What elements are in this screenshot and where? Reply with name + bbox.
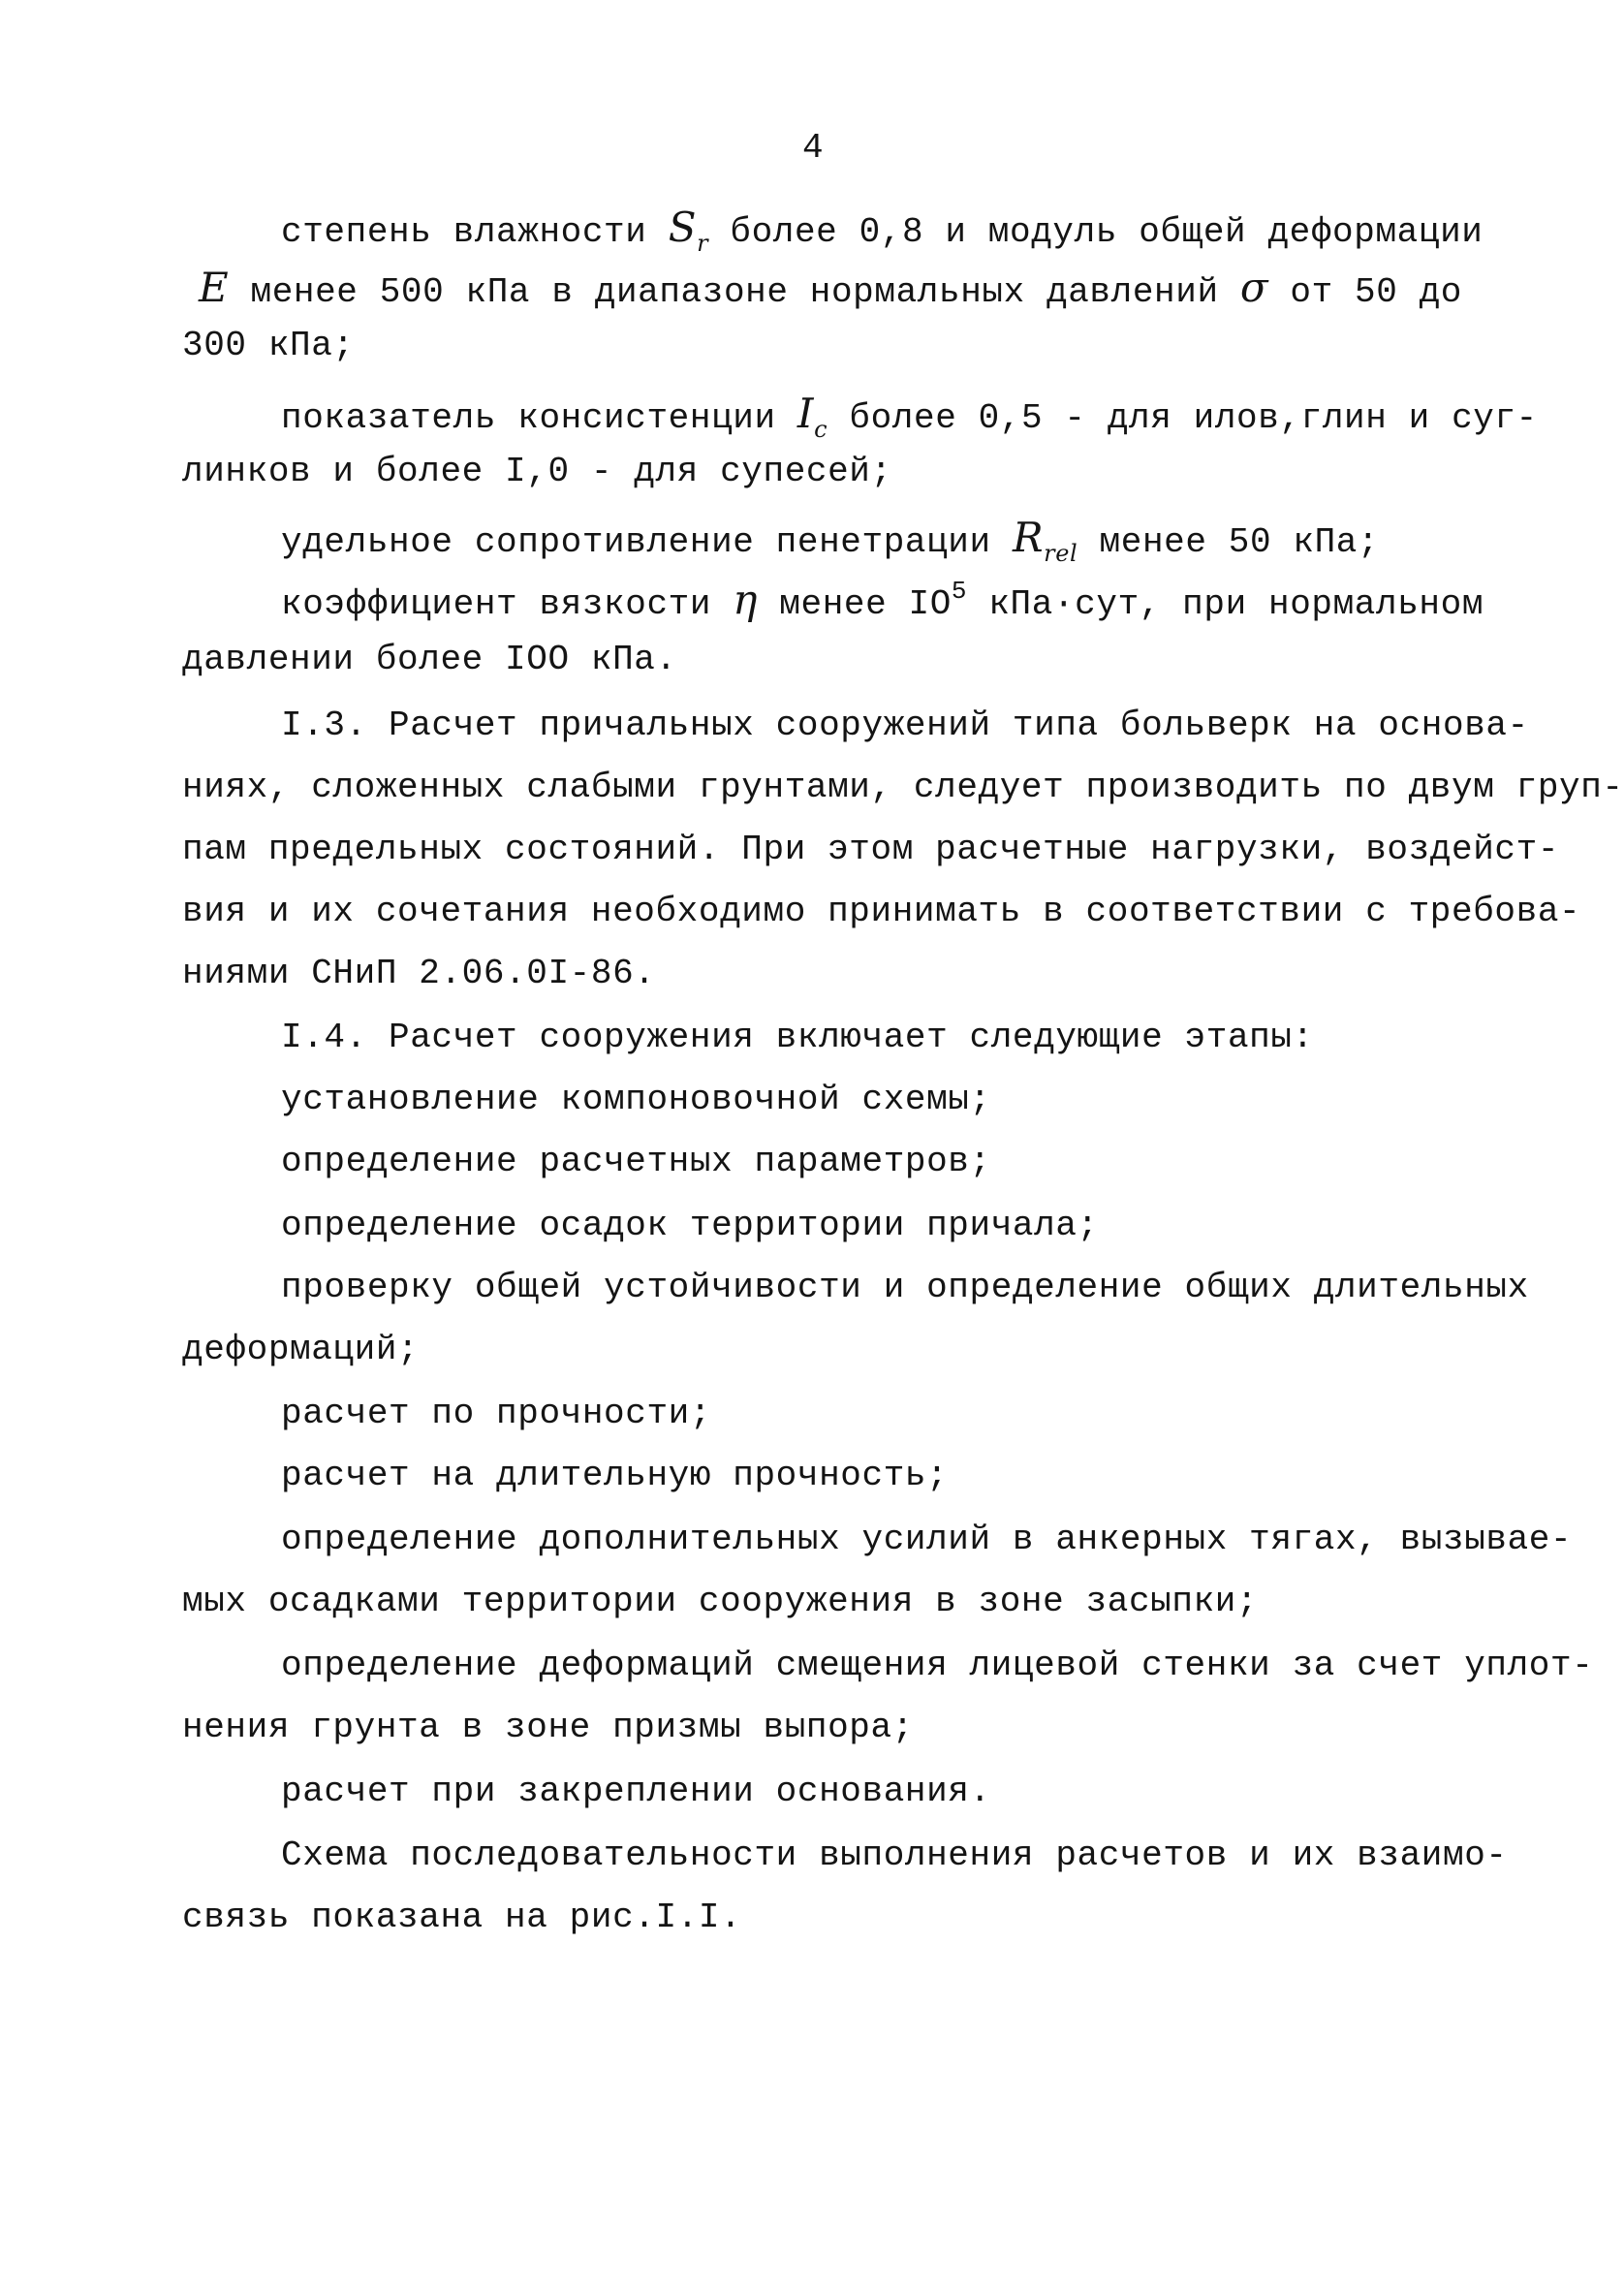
symbol-penetration-resistance: R xyxy=(1012,514,1045,561)
text-line xyxy=(281,514,1379,567)
text-line: ниях, сложенных слабыми грунтами, следует производить по двум груп- xyxy=(182,768,1624,807)
text-fragment: менее 500 кПа в диапазоне нормальных давлений xyxy=(250,272,1219,312)
list-item: расчет по прочности; xyxy=(281,1394,712,1433)
list-item: определение деформаций смещения лицевой стенки за счет уплот- xyxy=(281,1646,1594,1685)
text-fragment: от 50 до xyxy=(1290,272,1463,312)
text-line xyxy=(281,204,1483,257)
text-line: I.4. Расчет сооружения включает следующие этапы: xyxy=(281,1018,1314,1057)
list-item: установление компоновочной схемы; xyxy=(281,1080,991,1119)
text-fragment: более 0,5 - для илов,глин и суг- xyxy=(849,398,1538,438)
list-item-continuation: нения грунта в зоне призмы выпора; xyxy=(182,1708,914,1747)
text-fragment: показатель консистенции xyxy=(281,398,776,438)
text-line: пам предельных состояний. При этом расчетные нагрузки, воздейст- xyxy=(182,830,1560,869)
list-item: проверку общей устойчивости и определение общих длительных xyxy=(281,1268,1529,1307)
text-line xyxy=(281,576,1483,624)
page-number: 4 xyxy=(802,128,824,168)
text-fragment: менее 50 кПа; xyxy=(1099,522,1380,562)
list-item-continuation: мых осадками территории сооружения в зоне засыпки; xyxy=(182,1582,1259,1621)
text-line xyxy=(281,390,1538,443)
list-item: определение расчетных параметров; xyxy=(281,1142,991,1181)
text-line: линков и более I,0 - для супесей; xyxy=(182,452,892,491)
symbol-consistency-index: I xyxy=(796,390,815,437)
exponent: 5 xyxy=(951,577,968,606)
text-line: вия и их сочетания необходимо принимать в соответствии с требова- xyxy=(182,892,1581,931)
text-line: Схема последовательности выполнения расчетов и их взаимо- xyxy=(281,1835,1508,1875)
symbol-subscript: r xyxy=(697,230,709,257)
list-item: расчет на длительную прочность; xyxy=(281,1456,949,1495)
text-line: I.3. Расчет причальных сооружений типа больверк на основа- xyxy=(281,706,1529,745)
symbol-deformation-modulus: E xyxy=(199,264,230,311)
symbol-normal-stress: σ xyxy=(1239,264,1269,311)
symbol-subscript: rel xyxy=(1044,540,1078,567)
text-fragment: менее IO xyxy=(779,584,952,624)
text-fragment: кПа·сут, при нормальном xyxy=(988,584,1484,624)
symbol-subscript: c xyxy=(814,416,828,443)
text-line: ниями СНиП 2.06.0I-86. xyxy=(182,954,656,993)
symbol-degree-of-saturation: S xyxy=(668,204,698,251)
text-fragment: степень влажности xyxy=(281,212,647,252)
text-line: связь показана на рис.I.I. xyxy=(182,1898,742,1937)
list-item: определение осадок территории причала; xyxy=(281,1206,1099,1245)
text-line: 300 кПа; xyxy=(182,326,355,365)
text-line xyxy=(199,264,1462,312)
text-fragment: удельное сопротивление пенетрации xyxy=(281,522,991,562)
text-fragment: коэффициент вязкости xyxy=(281,584,712,624)
list-item: расчет при закреплении основания. xyxy=(281,1772,991,1811)
text-fragment: более 0,8 и модуль общей деформации xyxy=(730,212,1483,252)
list-item: определение дополнительных усилий в анкерных тягах, вызывае- xyxy=(281,1520,1573,1559)
text-line: давлении более IOO кПа. xyxy=(182,640,677,679)
symbol-viscosity: η xyxy=(733,576,759,623)
list-item-continuation: деформаций; xyxy=(182,1330,420,1369)
